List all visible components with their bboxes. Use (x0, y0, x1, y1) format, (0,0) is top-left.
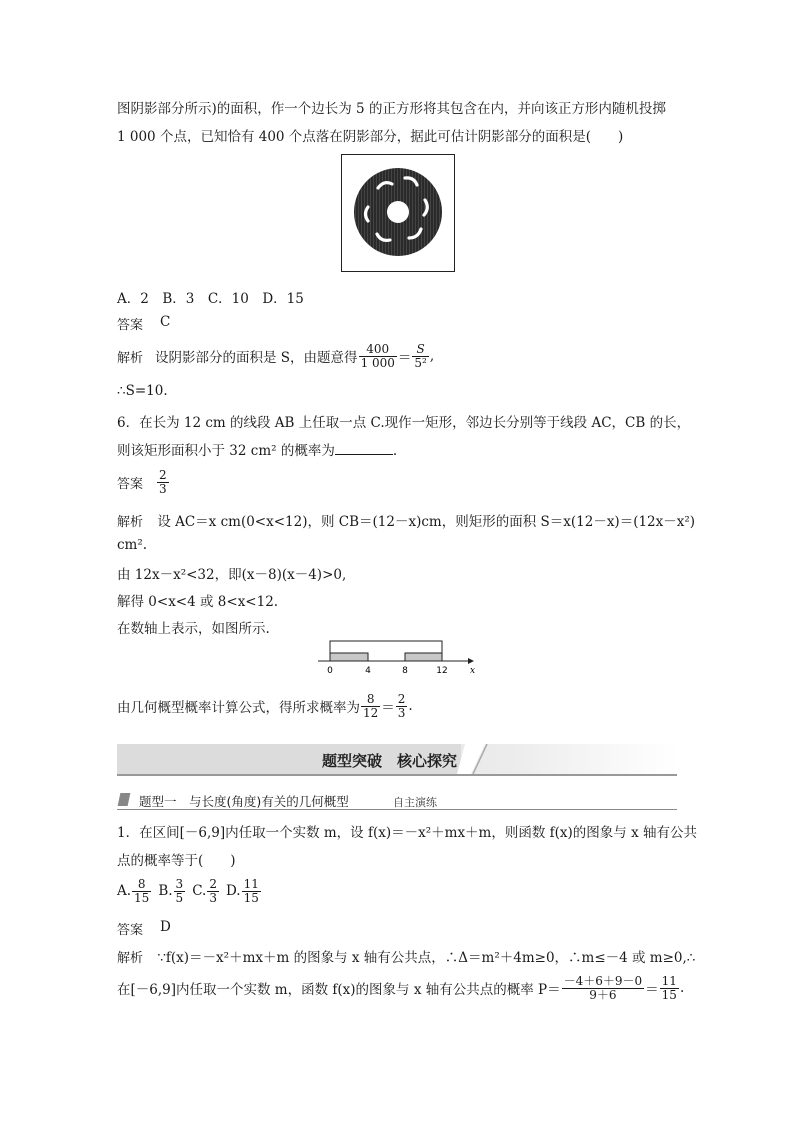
analysis-text: 设阴影部分的面积是 S，由题意得 (155, 350, 358, 366)
problem5-analysis: 解析 设阴影部分的面积是 S，由题意得 $\frac{400}{1 000}$ ＝ $\frac{S}{\text{5²}}$ , (117, 341, 435, 370)
interval-8-12 (405, 653, 442, 661)
analysis-label: 解析 (117, 515, 144, 530)
answer-label: 答案 (117, 476, 144, 492)
section-title: 题型突破 核心探究 (322, 752, 458, 770)
problem1-analysis-line2: 在[－6,9]内任取一个实数 m，函数 f(x)的图象与 x 轴有公共点的概率 P＝ $\frac{-4+6+9-0}{9+6}$ ＝ $\frac{11}{15}$ . (117, 973, 685, 1002)
option-a-fraction: $\frac{8}{15}$ (134, 876, 150, 905)
tick-label-12: 12 (436, 666, 448, 676)
subsection-marker-icon (118, 793, 131, 806)
option-c-fraction: $\frac{2}{3}$ (209, 876, 217, 905)
answer-value: C (160, 314, 171, 330)
axis-label: x (470, 666, 476, 676)
fraction: $\frac{400}{1 000}$ (360, 341, 395, 370)
problem6-line1: 6．在长为 12 cm 的线段 AB 上任取一点 C.现作一矩形，邻边长分别等于线段 AC，CB 的长， (117, 415, 691, 431)
square-figure (341, 154, 455, 272)
problem1-line1: 1．在区间[－6,9]内任取一个实数 m，设 f(x)＝－x²＋mx＋m，则函数 f(x)的图象与 x 轴有公共 (117, 825, 697, 841)
problem5-conclusion: ∴S=10. (117, 383, 168, 399)
fraction: $\frac{2}{3}$ (397, 691, 406, 720)
problem6-analysis-line1: 解析 设 AC＝x cm(0<x<12)，则 CB＝(12－x)cm，则矩形的面积 S＝x(12－x)＝(12x－x²) (117, 514, 696, 530)
interval-0-4 (330, 653, 368, 661)
problem5-options: A．2 B．3 C．10 D．15 (117, 291, 304, 307)
shaded-ring-figure (342, 155, 454, 271)
problem6-analysis-line4: 解得 0<x<4 或 8<x<12. (117, 594, 279, 610)
answer-blank (335, 442, 393, 455)
option-d-fraction: $\frac{11}{15}$ (243, 876, 259, 905)
problem1-analysis-line1: 解析 ∵f(x)＝－x²＋mx＋m 的图象与 x 轴有公共点，∴Δ＝m²＋4m≥0，∴m≤－4 或 m≥0,∴ (117, 950, 696, 966)
option-b-fraction: $\frac{3}{5}$ (175, 876, 184, 905)
tick-label-4: 4 (365, 666, 371, 676)
problem6-final: 由几何概型概率计算公式，得所求概率为 $\frac{8}{12}$ ＝ $\frac{2}{3}$ . (117, 691, 413, 720)
subsection-tag: 自主演练 (393, 796, 437, 809)
answer-fraction: $\frac{2}{3}$ (159, 467, 167, 496)
problem6-answer (117, 464, 170, 500)
banner-slash-decoration (457, 744, 497, 774)
problem6-line2: 则该矩形面积小于 32 cm² 的概率为 . (117, 443, 398, 459)
section-banner (117, 744, 677, 776)
subsection-header (117, 793, 677, 810)
analysis-label: 解析 (117, 951, 144, 966)
problem5-line1: 图阴影部分所示)的面积，作一个边长为 5 的正方形将其包含在内，并向该正方形内随机投掷 (117, 101, 666, 117)
fraction: $\frac{S}{\text{5²}}$ (414, 341, 427, 370)
problem6-analysis-line2: cm². (117, 537, 148, 553)
axis-arrow (468, 658, 474, 664)
problem6-analysis-line5: 在数轴上表示，如图所示. (117, 621, 270, 637)
problem1-options: A. $\frac{8}{15}$ B. $\frac{3}{5}$ C. $\frac{2}{3}$ D. $\frac{11}{15}$ (117, 876, 259, 905)
problem1-line2: 点的概率等于( ) (117, 853, 236, 869)
answer-label: 答案 (117, 923, 144, 938)
fraction: $\frac{8}{12}$ (363, 691, 379, 720)
problem5-line2: 1 000 个点，已知恰有 400 个点落在阴影部分，据此可估计阴影部分的面积是( ) (117, 129, 624, 145)
number-line-figure (316, 638, 478, 678)
tick-label-8: 8 (402, 666, 408, 676)
subsection-title: 题型一 与长度(角度)有关的几何概型 (139, 794, 349, 809)
analysis-label: 解析 (117, 350, 144, 366)
probability-fraction: $\frac{-4+6+9-0}{9+6}$ (563, 973, 643, 1002)
result-fraction: $\frac{11}{15}$ (661, 973, 677, 1002)
problem6-analysis-line3: 由 12x－x²<32，即(x－8)(x－4)>0, (117, 567, 347, 583)
answer-label: 答案 (117, 318, 144, 333)
tick-label-0: 0 (327, 666, 333, 676)
answer-value: D (160, 919, 171, 935)
